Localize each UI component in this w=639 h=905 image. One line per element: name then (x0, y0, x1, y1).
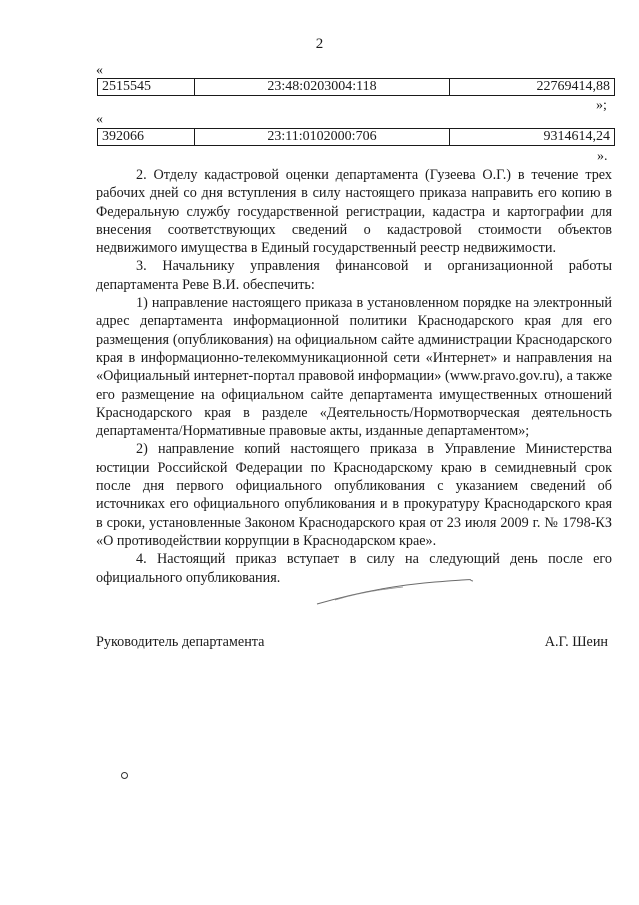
close-quote: ». (597, 149, 608, 164)
page-number: 2 (315, 36, 324, 52)
paragraph-item-3: 3. Начальнику управления финансовой и организационной работы департамента Реве В.И. обеспечить: (96, 258, 612, 293)
paragraph-item-2: 2. Отделу кадастровой оценки департамента (Гузеева О.Г.) в течение трех рабочих дней со дня вступления в силу настоящего приказа направить его копию в Федеральную службу государственной регистрации, кадастра и картографии для внесения соответствующих сведений о кадастровой стоимости объектов недвижимого имущества в Единый государственный реестр недвижимости. (96, 167, 612, 257)
paragraph-subitem-2: 2) направление копий настоящего приказа в Управление Министерства юстиции Российской Федерации по Краснодарскому краю в семидневный срок после дня первого официального опубликования с указанием сведений об источниках его официального опубликования и в прокуратуру Краснодарского края в сроки, установленные Законом Краснодарского края от 23 июля 2009 г. № 1798-КЗ «О противодействии коррупции в Краснодарском крае». (96, 441, 612, 549)
cadastral-value-cell: 9314614,24 (450, 129, 615, 146)
cadastral-table (97, 128, 615, 146)
cadastral-number-cell: 23:11:0102000:706 (195, 129, 450, 146)
signature-block (96, 634, 608, 651)
cadastral-number-cell: 23:48:0203004:118 (195, 79, 450, 96)
paragraph-item-4: 4. Настоящий приказ вступает в силу на следующий день после его официального опубликования. (96, 551, 612, 586)
open-quote: « (96, 112, 103, 127)
cadastral-table (97, 78, 615, 96)
object-id-cell: 392066 (98, 129, 195, 146)
close-quote: »; (596, 98, 607, 113)
signatory-position: Руководитель департамента (96, 634, 265, 650)
open-quote: « (96, 63, 103, 78)
signatory-name: А.Г. Шеин (544, 634, 608, 650)
object-id-cell: 2515545 (98, 79, 195, 96)
table-row (98, 79, 615, 96)
scan-dot-mark (121, 772, 128, 779)
order-body (96, 166, 612, 587)
signature-stroke (315, 578, 475, 608)
cadastral-value-cell: 22769414,88 (450, 79, 615, 96)
paragraph-subitem-1: 1) направление настоящего приказа в установленном порядке на электронный адрес департамента информационной политики Краснодарского края для его размещения (опубликования) на официальном сайте администрации Краснодарского края в информационно-телекоммуникационной сети «Интернет» и направления на «Официальный интернет-портал правовой информации» (www.pravo.gov.ru), а также его размещение на официальном сайте департамента имущественных отношений Краснодарского края в разделе «Деятельность/Нормотворческая деятельность департамента/Нормативные правовые акты, изданные департаментом»; (96, 295, 612, 440)
table-row (98, 129, 615, 146)
